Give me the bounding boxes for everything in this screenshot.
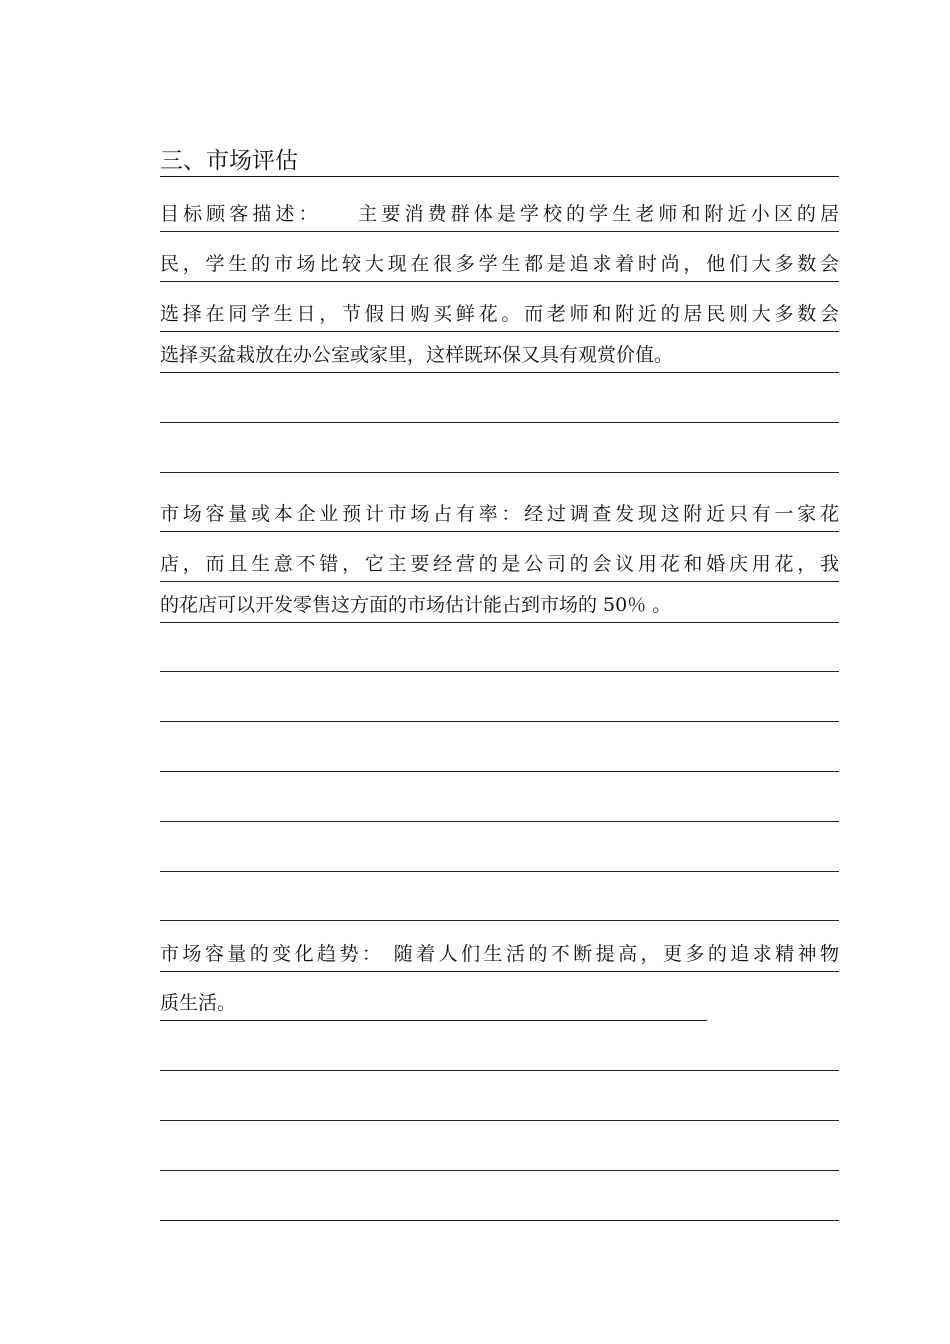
blank-line (160, 1220, 839, 1221)
blank-line (160, 821, 839, 822)
blank-line (160, 920, 839, 921)
blank-line (160, 1120, 839, 1121)
blank-line (160, 671, 839, 672)
blank-line (160, 472, 839, 473)
market-share-line-1: 市场容量或本企业预计市场占有率：经过调查发现这附近只有一家花 (160, 497, 839, 532)
blank-line (160, 1170, 839, 1171)
blank-line (160, 422, 839, 423)
target-customers-line-1: 目标顾客描述： 主要消费群体是学校的学生老师和附近小区的居 (160, 197, 839, 232)
blank-line (160, 1070, 839, 1071)
section-title: 三、市场评估 (160, 146, 839, 177)
target-customers-line-2: 民，学生的市场比较大现在很多学生都是追求着时尚，他们大多数会 (160, 247, 839, 282)
market-share-line-3: 的花店可以开发零售这方面的市场估计能占到市场的 50％ 。 (160, 588, 839, 623)
blank-line (160, 721, 839, 722)
target-customers-line-4: 选择买盆栽放在办公室或家里，这样既环保又具有观赏价值。 (160, 338, 839, 373)
blank-line (160, 871, 839, 872)
market-trend-line-1: 市场容量的变化趋势： 随着人们生活的不断提高，更多的追求精神物 (160, 937, 839, 972)
target-customers-line-3: 选择在同学生日，节假日购买鲜花。而老师和附近的居民则大多数会 (160, 297, 839, 332)
market-trend-line-2: 质生活。 (160, 986, 707, 1021)
market-share-line-2: 店，而且生意不错，它主要经营的是公司的会议用花和婚庆用花，我 (160, 547, 839, 582)
blank-line (160, 771, 839, 772)
